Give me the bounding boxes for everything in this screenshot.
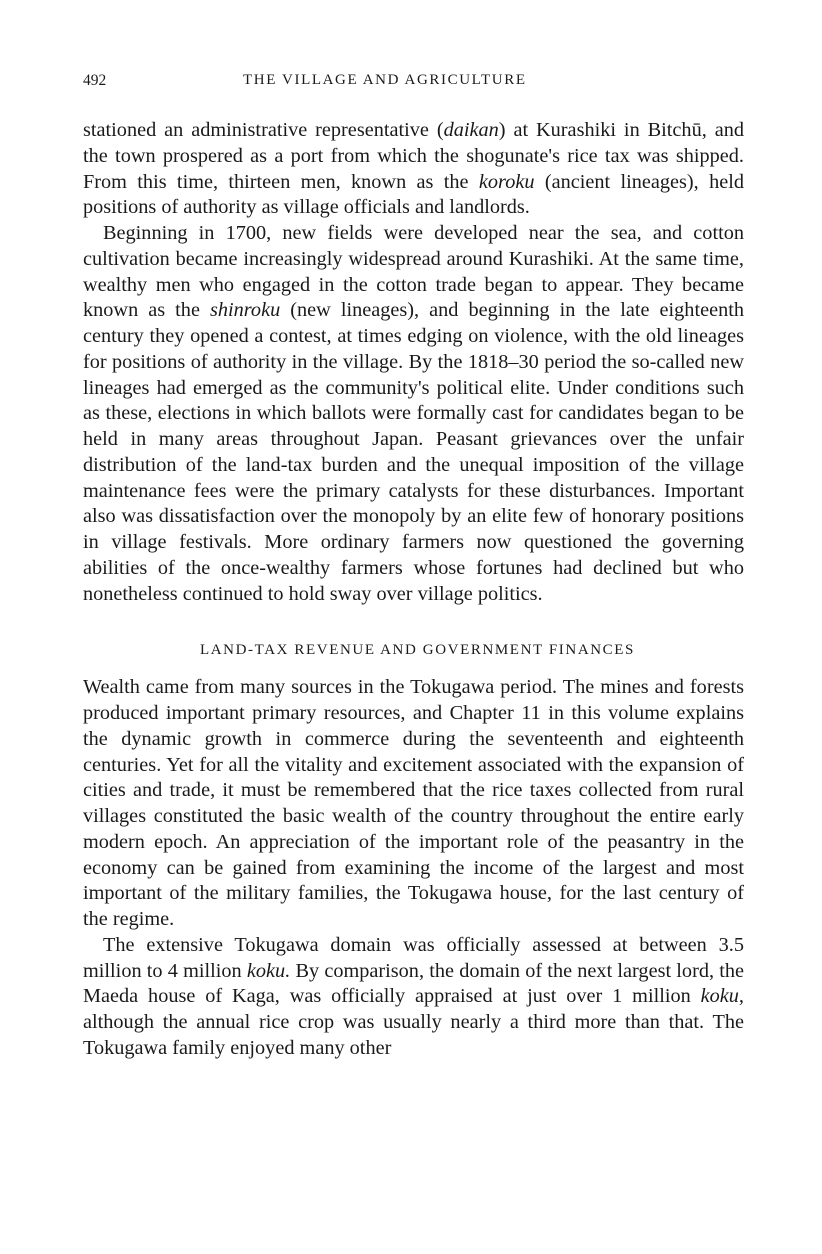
running-header [83,72,744,98]
paragraph-4 [83,933,744,1062]
text-run: The extensive Tokugawa domain was officially assessed at between 3.5 million to 4 million [83,933,744,982]
text-run: (ancient lineages), held positions of authority as village officials and landlords. [83,170,745,219]
paragraph-2 [83,221,744,607]
text-run: (new lineages), and beginning in the late eighteenth century they opened a contest, at times edging on violence, with the old lineages for positions of authority in the village. By the 1818–30 period the so-called new lineages had emerged as the community's political elite. Under conditions such as these, elections in which ballots were formally cast for candidates began to be held in many areas throughout Japan. Peasant grievances over the unfair distribution of the land-tax burden and the unequal imposition of the village maintenance fees were the primary catalysts for these disturbances. Important also was dissatisfaction over the monopoly by an elite few of honorary positions in village festivals. More ordinary farmers now questioned the governing abilities of the once-wealthy farmers whose fortunes had declined but who nonetheless continued to hold sway over village politics. [83,299,744,605]
book-page [83,72,744,1062]
italic-term: daikan [443,119,499,141]
paragraph-3 [83,675,744,933]
paragraph-1 [83,118,744,221]
section-heading [83,640,744,660]
italic-term: koroku [478,170,535,193]
text-run: stationed an administrative representative ( [83,119,444,141]
running-title: THE VILLAGE AND AGRICULTURE [243,72,527,88]
italic-term: koku. [246,959,291,982]
page-number: 492 [83,72,107,89]
text-run: ) at Kurashiki in Bitchū, and the town prospered as a port from which the shogunate's rice tax was shipped. From this time, thirteen men, known as the [83,119,744,193]
italic-term: koku, [700,985,744,1008]
section-heading-text: LAND-TAX REVENUE AND GOVERNMENT FINANCES [199,642,635,659]
body-text [83,118,744,1062]
text-run: Beginning in 1700, new fields were developed near the sea, and cotton cultivation became increasingly widespread around Kurashiki. At the same time, wealthy men who engaged in the cotton trade began to appear. They became known as the [83,222,744,322]
text-run: By comparison, the domain of the next largest lord, the Maeda house of Kaga, was officially appraised at just over 1 million [83,959,745,1008]
text-run: Wealth came from many sources in the Tokugawa period. The mines and forests produced important primary resources, and Chapter 11 in this volume explains the dynamic growth in commerce during the seventeenth and eighteenth centuries. Yet for all the vitality and excitement associated with the expansion of cities and trade, it must be remembered that the rice taxes collected from rural villages constituted the basic wealth of the country throughout the entire early modern epoch. An appreciation of the important role of the peasantry in the economy can be gained from examining the income of the largest and most important of the military families, the Tokugawa house, for the last century of the regime. [83,676,744,930]
text-run: although the annual rice crop was usually nearly a third more than that. The Tokugawa family enjoyed many other [83,1011,744,1059]
italic-term: shinroku [209,299,281,322]
